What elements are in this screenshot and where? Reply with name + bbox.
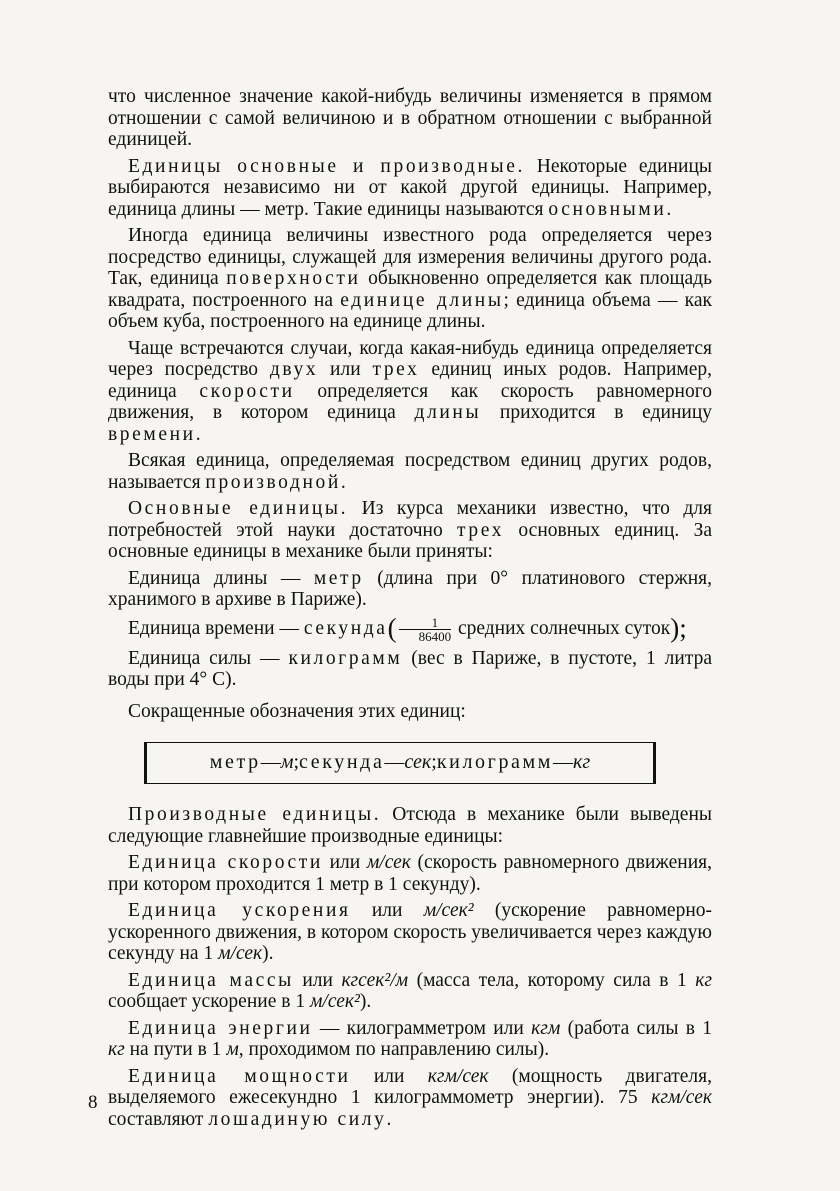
abbreviations-box: метр — м ; секунда — сек ; килограмм — кг [144, 742, 656, 784]
section-heading-derived-units: Производные единицы. [128, 804, 382, 825]
section-heading-basic-units: Основные единицы. [128, 498, 349, 519]
paragraph-force-unit: Единица силы — килограмм (вес в Париже, в пустоте, 1 литра воды при 4° С). [108, 647, 712, 690]
paragraph-1: что численное значение какой-нибудь величины изменяется в прямом отношении с самой величиною и в обратном отношении с выбранной единицей. [108, 86, 712, 150]
paragraph-3: Иногда единица величины известного рода определяется через посредство единицы, служащей для измерения величины другого рода. Так, единица поверхности обыкновенно определяется как площадь квадрата, построенного на единице длины; единица объема — как объем куба, построенного на единице длины. [108, 225, 712, 332]
paragraph-2: Единицы основные и производные. Некоторые единицы выбираются независимо ни от какой другой единицы. Например, единица длины — метр. Такие единицы называются основными. [108, 155, 712, 220]
section-heading-basic-derived: Единицы основные и производные. [128, 155, 525, 177]
fraction: $\frac{1}{86400}$ [399, 616, 452, 643]
body-text [108, 86, 712, 1135]
paragraph-time-unit: Единица времени — секунда( $\frac{1}{86400}$ средних солнечных суток); [128, 612, 687, 644]
paragraph-velocity-unit: Единица скорости или м/сек (скорость равномерного движения, при котором проходится 1 метр в 1 секунду). [108, 852, 712, 895]
paragraph-4: Чаще встречаются случаи, когда какая-нибудь единица определяется через посредство двух или трех единиц иных родов. Например, единица скорости определяется как скорость равномерного движения, в котором единица длины приходится в единицу времени. [108, 337, 713, 445]
paragraph-energy-unit: Единица энергии — килограмметром или кгм (работа силы в 1 кг на пути в 1 м, проходимом по направлению силы). [108, 1017, 712, 1060]
paragraph-6: Основные единицы. Из курса механики известно, что для потребностей этой науки достаточно трех основных единиц. За основные единицы в механике были приняты: [108, 498, 713, 562]
paragraph-5: Всякая единица, определяемая посредством единиц других родов, называется производной. [108, 450, 712, 493]
paragraph-mass-unit: Единица массы или кгсек²/м (масса тела, которому сила в 1 кг сообщает ускорение в 1 м/сек²). [108, 969, 712, 1012]
paragraph-derived-units: Производные единицы. Отсюда в механике были выведены следующие главнейшие производные единицы: [108, 804, 712, 847]
page-number: 8 [88, 1092, 98, 1113]
paragraph-acceleration-unit: Единица ускорения или м/сек² (ускорение равномерно-ускоренного движения, в котором скорость увеличивается через каждую секунду на 1 м/сек). [108, 900, 712, 964]
paragraph-length-unit: Единица длины — метр (длина при 0° платинового стержня, хранимого в архиве в Париже). [108, 567, 712, 610]
paragraph-power-unit: Единица мощности или кгм/сек (мощность двигателя, выделяемого ежесекундно 1 килограммометр энергии). 75 кгм/сек составляют лошадиную силу. [108, 1065, 712, 1130]
paragraph-abbreviations: Сокращенные обозначения этих единиц: [128, 700, 466, 722]
